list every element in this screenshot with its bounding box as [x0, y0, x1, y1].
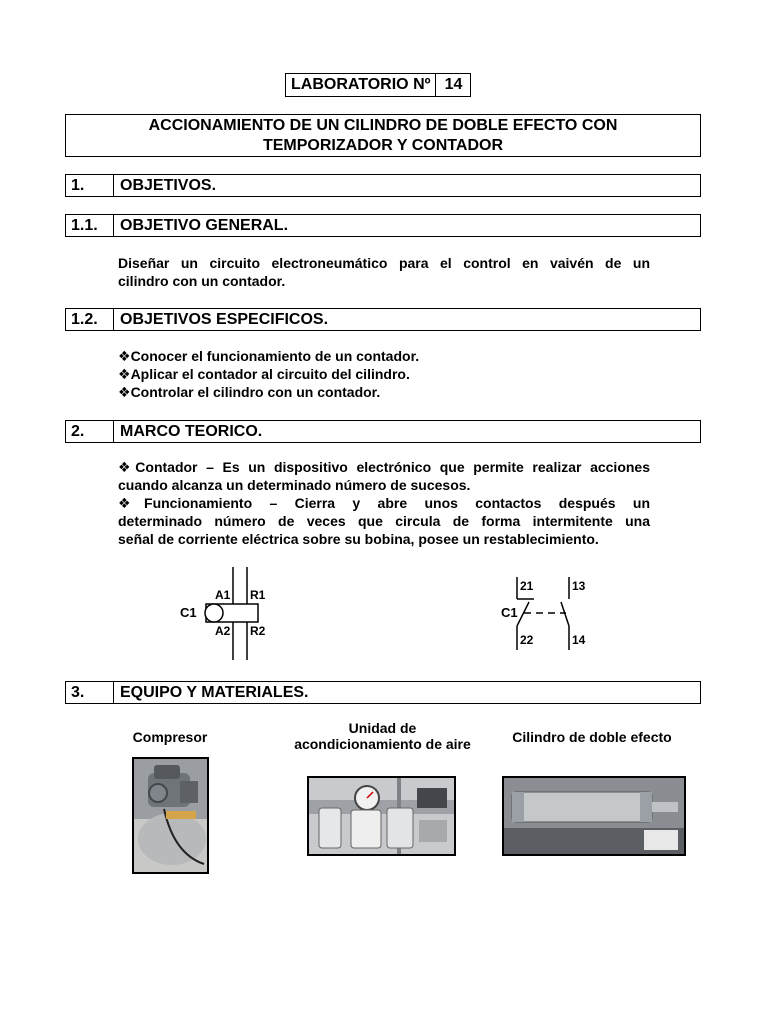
text-line: determinado número de veces que circula de forma intermitente una: [118, 513, 650, 529]
diamond-bullet-icon: ❖: [118, 459, 136, 475]
section-title: OBJETIVOS.: [120, 177, 217, 194]
list-item: ❖Aplicar el contador al circuito del cilindro.: [118, 366, 410, 382]
contact-22-label: 22: [520, 633, 534, 647]
section-number: 1.: [66, 175, 114, 196]
specific-objectives-list: [118, 347, 419, 401]
section-number: 1.2.: [66, 309, 114, 330]
diamond-bullet-icon: ❖: [118, 384, 131, 400]
text-line: cilindro con un contador.: [118, 273, 286, 289]
diamond-bullet-icon: ❖: [118, 366, 131, 382]
section-2-header: [65, 420, 701, 443]
diamond-bullet-icon: ❖: [118, 348, 131, 364]
counter-contacts-diagram: [498, 572, 608, 652]
section-1-1-header: [65, 214, 701, 237]
document-title: [65, 114, 701, 157]
contact-14-label: 14: [572, 633, 586, 647]
text-line: cuando alcanza un determinado número de sucesos.: [118, 477, 471, 493]
counter-coil-diagram: [180, 565, 290, 665]
compresor-photo: [132, 757, 209, 874]
text-line: ❖Funcionamiento – Cierra y abre unos contactos después un: [118, 495, 650, 511]
section-1-2-header: [65, 308, 701, 331]
section-1-header: [65, 174, 701, 197]
cilindro-photo: [502, 776, 686, 856]
lab-label: LABORATORIO Nº: [291, 76, 431, 93]
double-acting-cylinder-image: [504, 778, 684, 854]
cilindro-caption: Cilindro de doble efecto: [512, 729, 672, 745]
text-line: Diseñar un circuito electroneumático para el control en vaivén de un: [118, 255, 650, 271]
section-title: EQUIPO Y MATERIALES.: [120, 684, 309, 701]
coil-a2-label: A2: [215, 624, 231, 638]
section-number: 1.1.: [66, 215, 114, 236]
coil-r2-label: R2: [250, 624, 266, 638]
air-conditioning-unit-image: [309, 778, 454, 854]
diamond-bullet-icon: ❖: [118, 495, 145, 511]
section-number: 3.: [66, 682, 114, 703]
general-objective-text: [118, 254, 650, 290]
lab-number-box: [285, 73, 471, 97]
coil-a1-label: A1: [215, 588, 231, 602]
contact-13-label: 13: [572, 579, 586, 593]
unidad-caption: Unidad de acondicionamiento de aire: [294, 720, 471, 752]
section-title: MARCO TEORICO.: [120, 423, 263, 440]
compresor-caption: Compresor: [132, 729, 208, 745]
compressor-image: [134, 759, 207, 872]
contact-21-label: 21: [520, 579, 534, 593]
coil-name: C1: [180, 605, 197, 620]
coil-r1-label: R1: [250, 588, 266, 602]
section-3-header: [65, 681, 701, 704]
list-item: ❖Controlar el cilindro con un contador.: [118, 384, 381, 400]
theory-text: [118, 458, 650, 548]
unidad-photo: [307, 776, 456, 856]
title-line-1: ACCIONAMIENTO DE UN CILINDRO DE DOBLE EFECTO CON: [148, 117, 618, 134]
list-item: ❖Conocer el funcionamiento de un contador.: [118, 348, 420, 364]
section-title: OBJETIVOS ESPECIFICOS.: [120, 311, 329, 328]
title-line-2: TEMPORIZADOR Y CONTADOR: [262, 137, 503, 154]
text-line: señal de corriente eléctrica sobre su bobina, posee un restablecimiento.: [118, 531, 599, 547]
contacts-name: C1: [501, 605, 518, 620]
text-line: ❖Contador – Es un dispositivo electrónico que permite realizar acciones: [118, 459, 650, 475]
section-title: OBJETIVO GENERAL.: [120, 217, 289, 234]
lab-number: 14: [435, 74, 470, 96]
section-number: 2.: [66, 421, 114, 442]
